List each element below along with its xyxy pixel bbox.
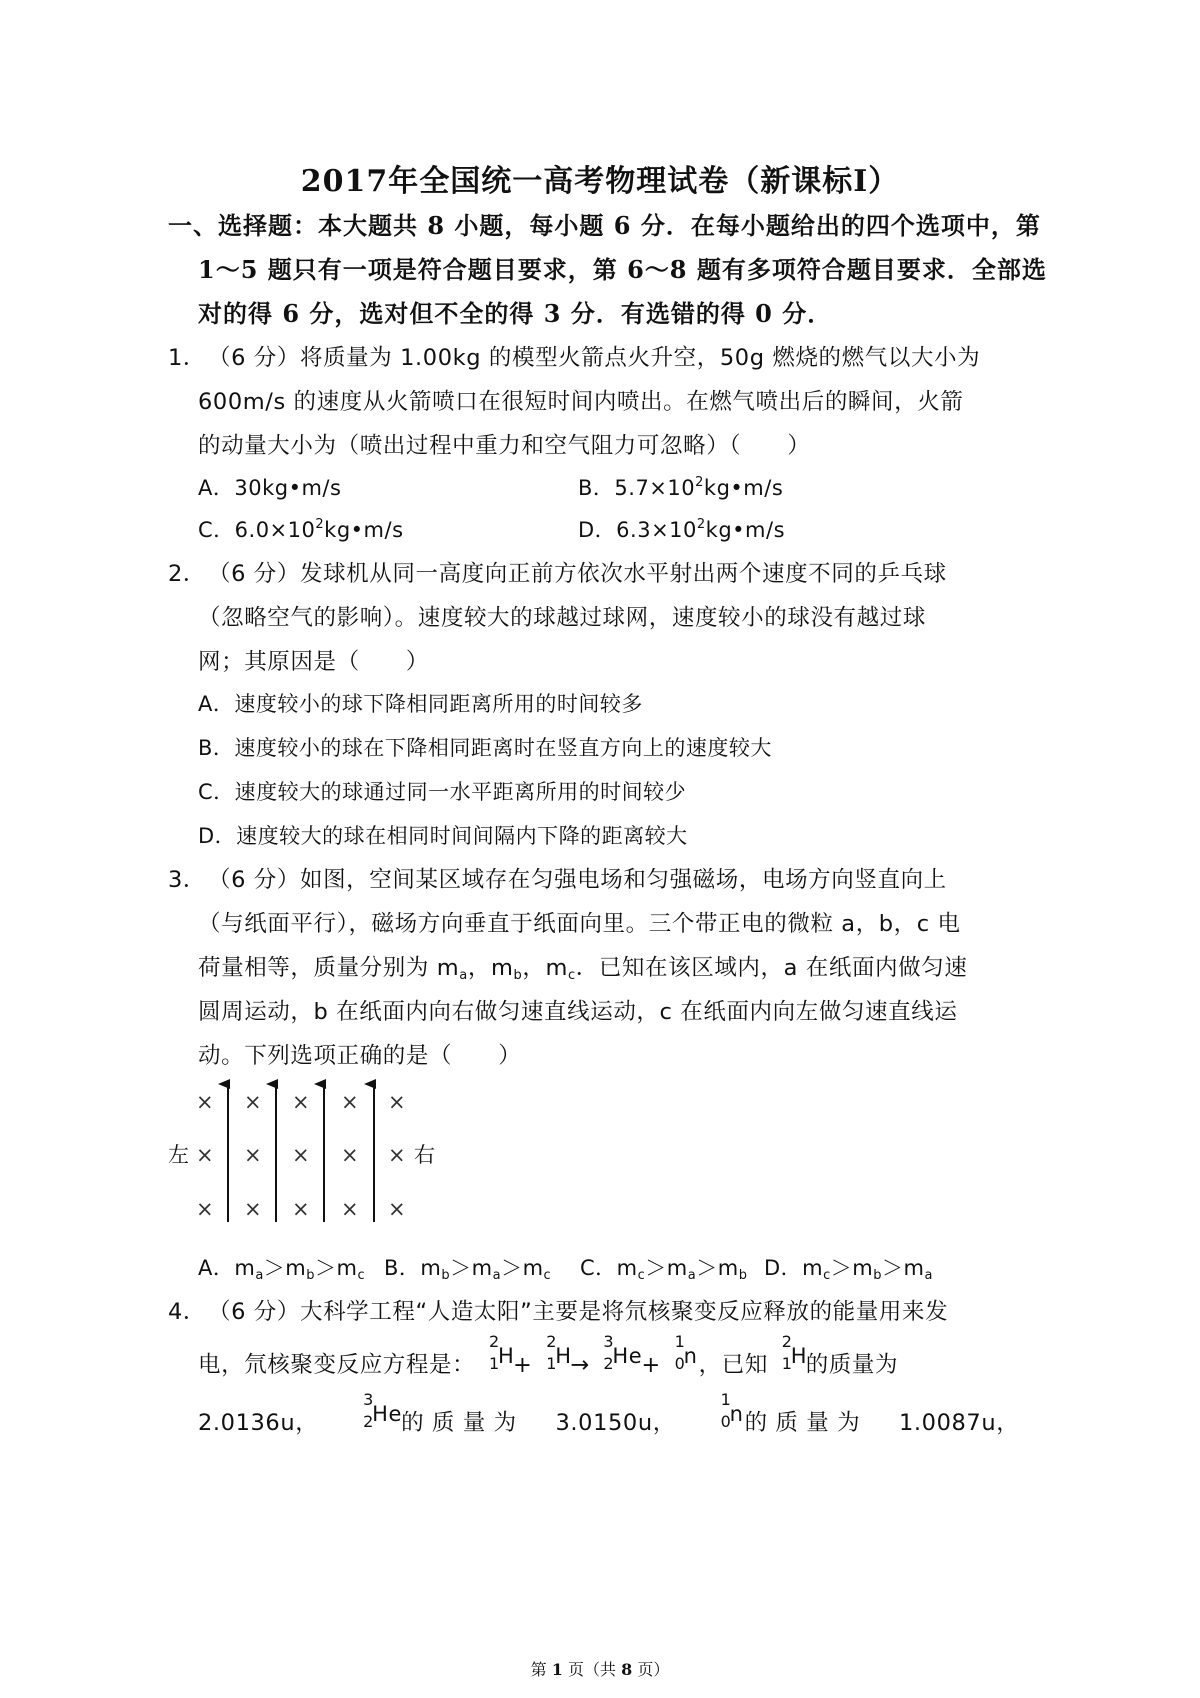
field-cross: × [341,1090,359,1114]
section-header-line2: 1～5 题只有一项是符合题目要求，第 6～8 题有多项符合题目要求．全部选 [198,255,1047,284]
field-cross: × [292,1197,310,1221]
q2-option-a: A．速度较小的球下降相同距离所用的时间较多 [198,692,643,716]
deuterium-symbol: 2 1 H [488,1332,515,1373]
label-right: 右 [414,1143,435,1167]
label-left: 左 [168,1143,189,1167]
q1-option-d: D．$6.3\times 10^2kg•m/s$ [578,517,786,542]
q3-number: 3． [168,867,207,893]
field-cross: × [196,1143,214,1167]
q1-line2: 600m/s 的速度从火箭喷口在很短时间内喷出。在燃气喷出后的瞬间，火箭 [198,389,964,415]
q3-line4: 圆周运动，b 在纸面内向右做匀速直线运动，c 在纸面内向左做匀速直线运 [198,999,958,1025]
field-cross: × [292,1090,310,1114]
neutron-symbol: 1 0 n [674,1332,698,1373]
page-footer: 第 1 页（共 8 页） [530,1660,670,1679]
helium3-symbol: 3 2 He [603,1332,643,1373]
field-cross: × [292,1143,310,1167]
q2-number: 2． [168,561,207,587]
q3-option-c: C．$m_c>m_a>m_b$ [580,1256,748,1283]
q4-line3: 2.0136u， 3 2 He 的 质 量 为 3.0150u， 1 0 n 的 质 量 为 1.0087u， [198,1396,1019,1440]
q4-number: 4． [168,1299,207,1325]
helium3-symbol: 3 2 He [363,1390,402,1431]
q2-option-c: C．速度较大的球通过同一水平距离所用的时间较少 [198,780,687,804]
q1-line3: 的动量大小为（喷出过程中重力和空气阻力可忽略）（ ） [198,433,811,459]
deuterium-symbol: 2 1 H [781,1332,808,1373]
q2-line1: （6 分）发球机从同一高度向正前方依次水平射出两个速度不同的乒乓球 [208,561,947,587]
q1-option-a: A．30kg•m/s [198,476,342,500]
field-cross: × [196,1090,214,1114]
q3-option-d: D．$m_c>m_b>m_a$ [764,1256,933,1283]
q3-line2: （与纸面平行），磁场方向垂直于纸面向里。三个带正电的微粒 a，b，c 电 [198,911,961,937]
q4-line2: 电，氘核聚变反应方程是： 2 1 H + 2 1 H → 3 2 He + 1 0 n ，已知 2 1 H 的质量为 [198,1338,898,1382]
q2-line2: （忽略空气的影响）。速度较大的球越过球网，速度较小的球没有越过球 [198,605,926,631]
deuterium-symbol: 2 1 H [546,1332,572,1373]
q3-option-a: A．$m_a>m_b>m_c$ [198,1256,366,1283]
section-header-line3: 对的得 6 分，选对但不全的得 3 分．有选错的得 0 分． [198,299,833,328]
field-cross: × [341,1197,359,1221]
neutron-symbol: 1 0 n [720,1390,744,1431]
q2-line3: 网；其原因是（ ） [198,649,430,675]
field-cross: × [196,1197,214,1221]
q1-option-c: C．$6.0\times 10^2kg•m/s$ [198,517,404,542]
field-cross: × [244,1090,262,1114]
field-cross: × [388,1143,406,1167]
q2-option-b: B．速度较小的球在下降相同距离时在竖直方向上的速度较大 [198,736,772,760]
q1-number: 1． [168,345,207,371]
field-cross: × [388,1090,406,1114]
section-header-line1: 一、选择题：本大题共 8 小题，每小题 6 分．在每小题给出的四个选项中，第 [168,211,1041,240]
q3-line3: 荷量相等，质量分别为 $m_a$，$m_b$，$m_c$．已知在该区域内，a 在纸面内做匀速 [198,955,968,983]
exam-title: 2017年全国统一高考物理试卷（新课标Ⅰ） [300,164,900,199]
field-diagram [160,1078,460,1228]
field-cross: × [244,1143,262,1167]
q3-line5: 动。下列选项正确的是（ ） [198,1043,522,1069]
q1-option-b: B．$5.7\times 10^2kg•m/s$ [578,475,784,500]
field-cross: × [244,1197,262,1221]
q4-line1: （6 分）大科学工程“人造太阳”主要是将氘核聚变反应释放的能量用来发 [208,1299,949,1325]
q3-line1: （6 分）如图，空间某区域存在匀强电场和匀强磁场，电场方向竖直向上 [208,867,947,893]
q3-option-b: B．$m_b>m_a>m_c$ [384,1256,552,1283]
q1-line1: （6 分）将质量为 1.00kg 的模型火箭点火升空，50g 燃烧的燃气以大小为 [208,345,981,371]
q2-option-d: D．速度较大的球在相同时间间隔内下降的距离较大 [198,824,688,848]
field-cross: × [341,1143,359,1167]
field-cross: × [388,1197,406,1221]
